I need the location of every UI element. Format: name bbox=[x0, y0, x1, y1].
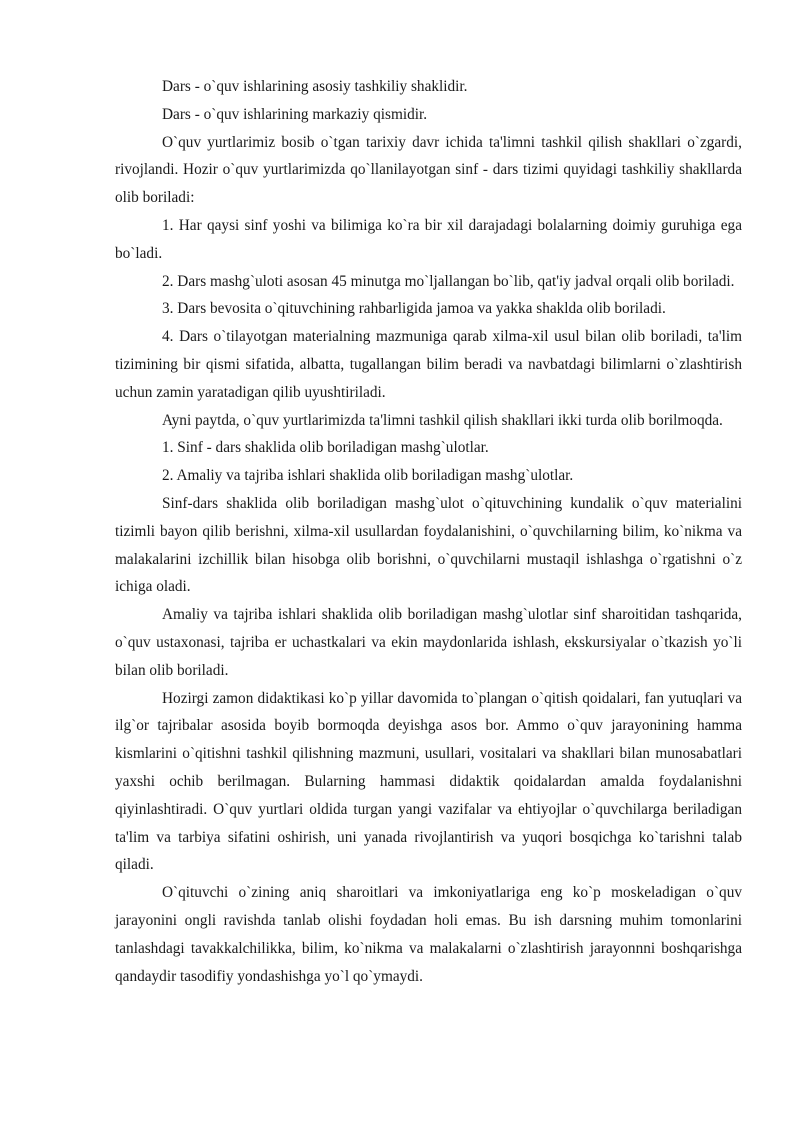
paragraph-6: Amaliy va tajriba ishlari shaklida olib boriladigan mashg`ulotlar sinf sharoitidan tashqarida, o`quv ustaxonasi, tajriba er uchastkalari va ekin maydonlarida ishlash, ekskursiyalar o`tkazish yo`li bilan olib boriladi. bbox=[115, 606, 742, 679]
paragraph-5: Sinf-dars shaklida olib boriladigan mashg`ulot o`qituvchining kundalik o`quv materialini tizimli bayon qilib berishni, xilma-xil usullardan foydalanishini, o`quvchilarning bilim, ko`nikma va malakalarini izchillik bilan hisobga olib borishni, o`quvchilarni mustaqil ishlashga o`rgatishni o`z ichiga oladi. bbox=[115, 494, 742, 596]
list-item-5: 1. Sinf - dars shaklida olib boriladigan mashg`ulotlar. bbox=[162, 439, 489, 457]
paragraph-1: Dars - o`quv ishlarining asosiy tashkiliy shaklidir. bbox=[162, 78, 468, 95]
list-item-3: 3. Dars bevosita o`qituvchining rahbarligida jamoa va yakka shaklda olib boriladi. bbox=[162, 300, 666, 318]
list-item-2: 2. Dars mashg`uloti asosan 45 minutga mo`ljallangan bo`lib, qat'iy jadval orqali olib boriladi. bbox=[162, 272, 735, 290]
paragraph-3: O`quv yurtlarimiz bosib o`tgan tarixiy davr ichida ta'limni tashkil qilish shakllari o`zgardi, rivojlandi. Hozir o`quv yurtlarimizda qo`llanilayotgan sinf - dars tizimi quyidagi tashkiliy shakllarda olib boriladi: bbox=[115, 133, 742, 207]
paragraph-2: Dars - o`quv ishlarining markaziy qismidir. bbox=[162, 105, 428, 123]
document-page bbox=[115, 73, 742, 990]
paragraph-4: Ayni paytda, o`quv yurtlarimizda ta'limni tashkil qilish shakllari ikki turda olib borilmoqda. bbox=[162, 411, 723, 429]
paragraph-8: O`qituvchi o`zining aniq sharoitlari va imkoniyatlariga eng ko`p moskeladigan o`quv jarayonini ongli ravishda tanlab olishi foydadan holi emas. Bu ish darsning muhim tomonlarini tanlashdagi tavakkalchilikka, bilim, ko`nikma va malakalarni o`zlashtirish jarayonnni boshqarishga qandaydir tasodifiy yondashishga yo`l qo`ymaydi. bbox=[115, 884, 742, 985]
list-item-4: 4. Dars o`tilayotgan materialning mazmuniga qarab xilma-xil usul bilan olib boriladi, ta'lim tizimining bir qismi sifatida, albatta, tugallangan bilim beradi va navbatdagi bilimlarni o`zlashtirish uchun zamin yaratadigan qilib uyushtiriladi. bbox=[115, 328, 742, 401]
list-item-1: 1. Har qaysi sinf yoshi va bilimiga ko`ra bir xil darajadagi bolalarning doimiy guruhiga ega bo`ladi. bbox=[115, 216, 742, 262]
paragraph-7: Hozirgi zamon didaktikasi ko`p yillar davomida to`plangan o`qitish qoidalari, fan yutuqlari va ilg`or tajribalar asosida boyib bormoqda deyishga asos bor. Ammo o`quv jarayonining hamma kismlarini o`qitishni tashkil qilishning mazmuni, usullari, vositalari va shakllari bilan munosabatlari yaxshi ochib berilmagan. Bularning hammasi didaktik qoidalardan amalda foydalanishni qiyinlashtiradi. O`quv yurtlari oldida turgan yangi vazifalar va ehtiyojlar o`quvchilarga beriladigan ta'lim va tarbiya sifatini oshirish, uni yanada rivojlantirish va yuqori bosqichga ko`tarishni talab qiladi. bbox=[115, 689, 742, 874]
list-item-6: 2. Amaliy va tajriba ishlari shaklida olib boriladigan mashg`ulotlar. bbox=[162, 467, 574, 485]
